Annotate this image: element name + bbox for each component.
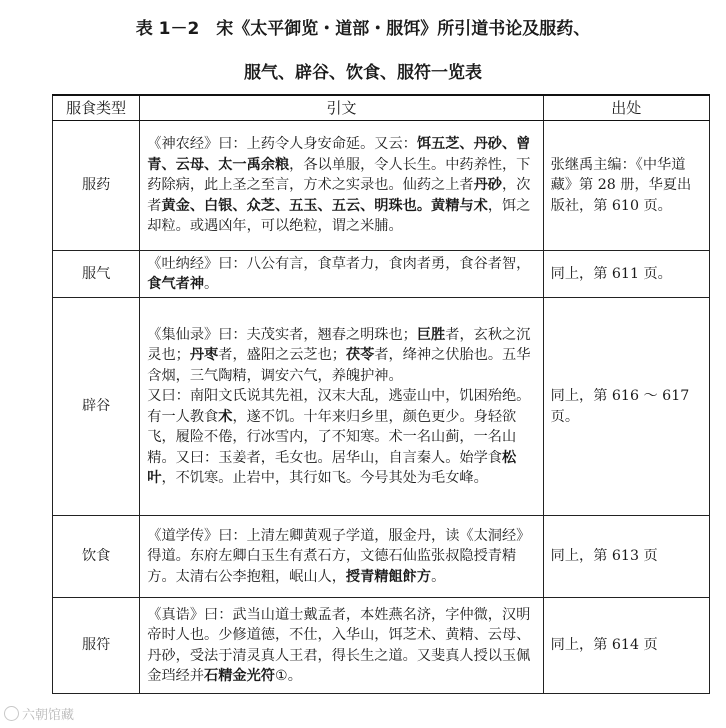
quote-segment: ①。 xyxy=(275,668,302,684)
table-title-line-2: 服气、辟谷、饮食、服符一览表 xyxy=(244,63,482,83)
row-type: 服气 xyxy=(53,251,140,298)
row-type: 辟谷 xyxy=(53,298,140,516)
quote-segment: 《吐纳经》曰：八公有言，食草者力，食肉者勇，食谷者智， xyxy=(147,255,531,272)
table-row xyxy=(53,298,710,516)
quote-bold-segment: 饵五芝、丹砂、曾青、云母、太一禹余粮 xyxy=(147,136,531,173)
quote-segment: ，次者 xyxy=(147,177,531,214)
quote-segment: 《道学传》曰：上清左卿黄观子学道，服金丹，读《太洞经》得道。东府左卿白玉生有煮石方，文德石仙监张叔隐授青精方。太清右公李抱粗，岷山人， xyxy=(147,527,531,585)
watermark xyxy=(4,704,74,723)
row-quote xyxy=(140,298,543,516)
quote-bold-segment: 食气者神 xyxy=(147,276,205,292)
quote-segment: 者，盛阳之云芝也； xyxy=(218,347,346,363)
quote-segment: 又曰：南阳文氏说其先祖，汉末大乱，逃壶山中，饥困殆绝。有一人教食 xyxy=(147,388,531,425)
quote-bold-segment: 茯苓 xyxy=(345,347,375,363)
quote-segment: 《神农经》曰：上药令人身安命延。又云： xyxy=(147,136,417,153)
table-row xyxy=(53,251,710,298)
quote-bold-segment: 石精金光符 xyxy=(204,668,275,684)
row-quote xyxy=(140,598,543,694)
row-quote xyxy=(140,121,543,251)
quote-segment: 《真诰》曰：武当山道士戴孟者，本姓燕名济，字仲微，汉明帝时人也。少修道德，不仕，入华山，饵芝术、黄精、云母、丹砂，受法于清灵真人王君，得长生之道。又斐真人授以玉佩金珰经并 xyxy=(147,606,531,684)
header-source: 出处 xyxy=(543,95,709,121)
quote-segment: 者，绛神之伏胎也。五华含烟，三气陶精，调安六气，养魄护神。 xyxy=(147,347,531,384)
row-quote xyxy=(140,251,543,298)
row-quote xyxy=(140,516,543,598)
table-title-line-1: 表 1－2 宋《太平御览・道部・服饵》所引道书论及服药、 xyxy=(135,19,591,39)
row-type: 服药 xyxy=(53,121,140,251)
quote-segment: ，不饥寒。止岩中，其行如飞。今号其处为毛女峰。 xyxy=(161,470,488,486)
quote-bold-segment: 丹砂 xyxy=(473,177,502,194)
table-row xyxy=(53,598,710,694)
quote-segment: ，饵之却粒。或遇凶年，可以绝粒，谓之米脯。 xyxy=(147,197,531,235)
row-source: 同上，第 611 页。 xyxy=(543,251,709,298)
quote-bold-segment: 丹枣 xyxy=(189,347,219,363)
quote-segment: ，遂不饥。十年来归乡里，颜色更少。身轻欲飞，履险不倦，行冰雪内，了不知寒。术一名山蓟，一名山精。又曰：玉姜者，毛女也。居华山，自言秦人。始学食 xyxy=(147,408,517,466)
quote-segment: 。 xyxy=(204,276,219,292)
header-row xyxy=(53,95,710,121)
quote-segment: 《集仙录》曰：夫茂实者，翘春之明珠也； xyxy=(147,326,417,343)
header-quote: 引文 xyxy=(140,95,543,121)
quote-segment: 者，玄秋之沉灵也； xyxy=(147,326,531,363)
quote-bold-segment: 巨胜 xyxy=(416,326,446,343)
watermark-text: 六朝馆藏 xyxy=(22,708,75,723)
quote-bold-segment: 术 xyxy=(218,408,233,425)
quote-bold-segment: 松叶 xyxy=(147,449,517,486)
row-source: 同上，第 613 页 xyxy=(543,516,709,598)
row-type: 饮食 xyxy=(53,516,140,598)
row-source: 同上，第 616 ～ 617 页。 xyxy=(543,298,709,516)
quote-segment: ，各以单服，令人长生。中药养性，下药除病，此上圣之至言，方术之实录也。仙药之上者 xyxy=(147,156,531,194)
row-type: 服符 xyxy=(53,598,140,694)
camera-icon xyxy=(4,706,19,721)
quote-bold-segment: 黄金、白银、众芝、五玉、五云、明珠也。黄精与术 xyxy=(161,197,488,214)
table-row xyxy=(53,121,710,251)
row-source: 张继禹主编：《中华道藏》第 28 册，华夏出版社，第 610 页。 xyxy=(543,121,709,251)
quote-bold-segment: 授青精飷飰方 xyxy=(345,568,432,585)
row-source: 同上，第 614 页 xyxy=(543,598,709,694)
table-row xyxy=(53,516,710,598)
quote-segment: 。 xyxy=(431,568,446,585)
header-type: 服食类型 xyxy=(53,95,140,121)
reference-table xyxy=(52,94,710,694)
